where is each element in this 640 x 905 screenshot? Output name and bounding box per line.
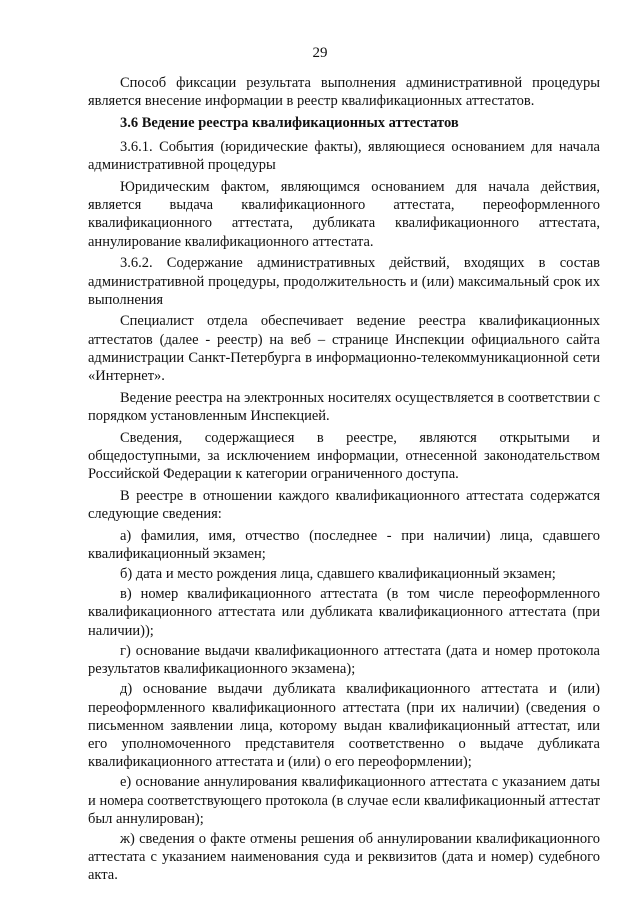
- list-item-g: г) основание выдачи квалификационного аттестата (дата и номер протокола результатов квалификационного экзамена);: [88, 642, 600, 678]
- section-heading-3-6: 3.6 Ведение реестра квалификационных аттестатов: [120, 114, 459, 131]
- page-number: 29: [312, 45, 328, 61]
- list-item-a: а) фамилия, имя, отчество (последнее - при наличии) лица, сдавшего квалификационный экзамен;: [88, 527, 600, 562]
- list-item-zh: ж) сведения о факте отмены решения об аннулировании квалификационного аттестата с указанием наименования суда и реквизитов (дата и номер) судебного акта.: [88, 830, 600, 884]
- paragraph-registry-maintenance: Специалист отдела обеспечивает ведение реестра квалификационных аттестатов (далее - реестр) на веб – странице Инспекции официального сайта администрации Санкт-Петербурга в информационно-телекоммуникационной сети «Интернет».: [88, 313, 600, 385]
- list-item-b: б) дата и место рождения лица, сдавшего квалификационный экзамен;: [120, 566, 556, 583]
- paragraph-legal-fact: Юридическим фактом, являющимся основанием для начала действия, является выдача квалификационного аттестата, переоформленного квалификационного аттестата, дубликата квалификационного аттестата, аннулирование квалификационного аттестата.: [88, 179, 600, 250]
- list-item-e: е) основание аннулирования квалификационного аттестата с указанием даты и номера соответствующего протокола (в случае если квалификационный аттестат был аннулирован);: [88, 774, 600, 827]
- paragraph-electronic-media: Ведение реестра на электронных носителях осуществляется в соответствии с порядком установленным Инспекцией.: [88, 389, 600, 424]
- paragraph-fixation-method: Способ фиксации результата выполнения административной процедуры является внесение информации в реестр квалификационных аттестатов.: [88, 75, 600, 110]
- paragraph-registry-contents: В реестре в отношении каждого квалификационного аттестата содержатся следующие сведения:: [88, 487, 600, 522]
- document-body: [88, 74, 600, 887]
- paragraph-open-information: Сведения, содержащиеся в реестре, являются открытыми и общедоступными, за исключением информации, отнесенной законодательством Российской Федерации к категории ограниченного доступа.: [88, 429, 600, 483]
- list-item-d: д) основание выдачи дубликата квалификационного аттестата и (или) переоформленного квалификационного аттестата (при их наличии) (сведения о письменном заявлении лица, которому выдан квалификационный аттестат, или его уполномоченного представителя соответственно о выдаче дубликата квалификационного аттестата и (или) о его переоформлении);: [88, 681, 600, 771]
- paragraph-3-6-1: 3.6.1. События (юридические факты), являющиеся основанием для начала административной процедуры: [88, 139, 600, 174]
- paragraph-3-6-2: 3.6.2. Содержание административных действий, входящих в состав административной процедуры, продолжительность и (или) максимальный срок их выполнения: [88, 255, 600, 308]
- list-item-v: в) номер квалификационного аттестата (в том числе переоформленного квалификационного аттестата или дубликата квалификационного аттестата (при наличии));: [88, 586, 600, 639]
